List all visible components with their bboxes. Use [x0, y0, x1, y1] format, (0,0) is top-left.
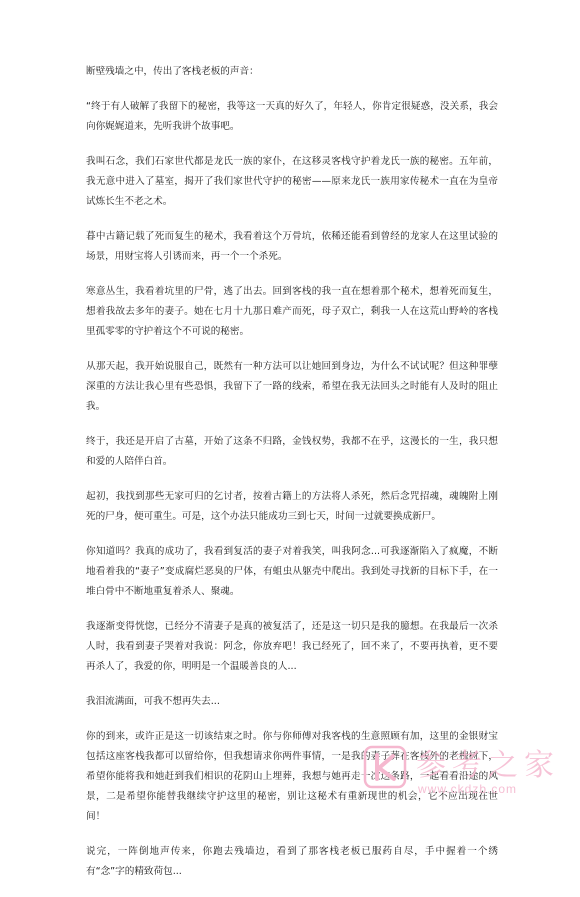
- paragraph-7: 起初，我找到那些无家可归的乞讨者，按着古籍上的方法将人杀死，然后念咒招魂，魂魄附上刚死的尸身，便可重生。可是，这个办法只能成功三到七天，时间一过就要换成新尸。: [86, 491, 498, 522]
- watermark-title: 参考之家: [416, 748, 560, 783]
- paragraph-2: 我叫石念，我们石家世代都是龙氏一族的家仆，在这移灵客栈守护着龙氏一族的秘密。五年前，我无意中进入了墓室，揭开了我们家世代守护的秘密——原来龙氏一族用家传秘术一直在为皇帝试炼长生不老之术。: [86, 156, 498, 207]
- paragraph-9: 我逐渐变得恍惚，已经分不清妻子是真的被复活了，还是这一切只是我的臆想。在我最后一次杀人时，我看到妻子哭着对我说：阿念，你放弃吧！我已经死了，回不来了，不要再执着，更不要再杀人了，我爱的你，明明是一个温暖善良的人...: [86, 621, 498, 672]
- watermark-url: www.ckdzb.com: [418, 782, 518, 796]
- paragraph-8: 你知道吗？我真的成功了，我看到复活的妻子对着我笑，叫我阿念...可我逐渐陷入了疯魔，不断地看着我的“妻子”变成腐烂恶臭的尸体，有蛆虫从躯壳中爬出。我到处寻找新的目标下手，在一堆白骨中不断地重复着杀人、聚魂。: [86, 546, 498, 597]
- paragraph-5: 从那天起，我开始说服自己，既然有一种方法可以让她回到身边，为什么不试试呢？但这种罪孽深重的方法让我心里有些恐惧，我留下了一路的线索，希望在我无法回头之时能有人及时的阻止我。: [86, 361, 498, 412]
- paragraph-12: 说完，一阵倒地声传来，你跑去残墙边，看到了那客栈老板已服药自尽，手中握着一个绣有“念”字的精致荷包...: [86, 846, 498, 877]
- paragraph-10: 我泪流满面，可我不想再失去...: [86, 696, 220, 707]
- paragraph-1: “终于有人破解了我留下的秘密，我等这一天真的好久了，年轻人，你肯定很疑惑，没关系，我会向你娓娓道来，先听我讲个故事吧。: [86, 101, 498, 132]
- watermark: [362, 740, 562, 802]
- paragraph-11: 你的到来，或许正是这一切该结束之时。你与你师傅对我客栈的生意照顾有加，这里的金银财宝包括这座客栈我都可以留给你，但我想请求你两件事情，一是我的妻子葬在客栈外的老槐树下，希望你能将我和她赶到我们相识的花阴山上埋葬，我想与她再走一次这条路，一起看看沿途的风景，二是希望你能替我继续守护这里的秘密，别让这秘术有重新现世的机会，它不应出现在世间！: [86, 731, 498, 822]
- paragraph-intro: 断壁残墙之中，传出了客栈老板的声音：: [86, 66, 259, 77]
- k-logo-icon: [362, 744, 408, 790]
- paragraph-6: 终于，我还是开启了古墓，开始了这条不归路，金钱权势，我都不在乎，这漫长的一生，我只想和爱的人陪伴白首。: [86, 436, 498, 467]
- paragraph-4: 寒意丛生，我看着坑里的尸骨，逃了出去。回到客栈的我一直在想着那个秘术，想着死而复生，想着我故去多年的妻子。她在七月十九那日难产而死，母子双亡，剩我一人在这荒山野岭的客栈里孤零零的守护着这个不可说的秘密。: [86, 286, 498, 337]
- paragraph-3: 暮中古籍记载了死而复生的秘术，我看着这个万骨坑，依稀还能看到曾经的龙家人在这里试验的场景，用财宝将人引诱而来，再一个一个杀死。: [86, 231, 498, 262]
